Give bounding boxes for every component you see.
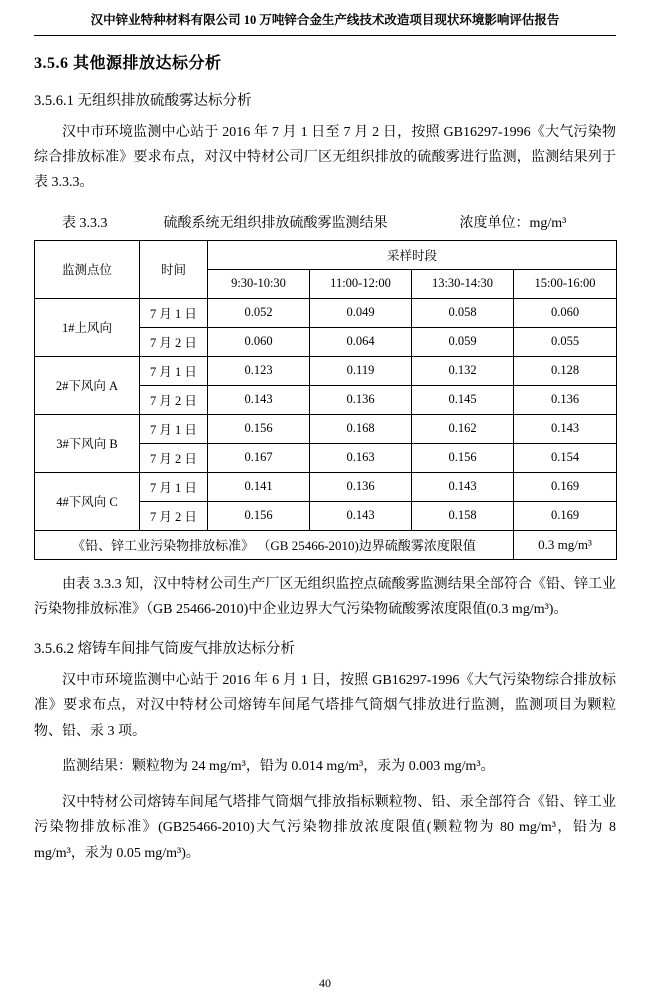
row-point-3: 3#下风向 B [35,414,140,472]
subsection-heading-2: 3.5.6.2 熔铸车间排气筒废气排放达标分析 [34,640,295,657]
row-value: 0.119 [310,356,412,385]
paragraph-sub2-3: 汉中特材公司熔铸车间尾气塔排气筒烟气排放指标颗粒物、铅、汞全部符合《铅、锌工业污染物排放标准》(GB25466-2010)大气污染物排放浓度限值(颗粒物为 80 mg/m³，铅为 8 mg/m³，汞为 0.05 mg/m³)。 [34,794,616,861]
row-value: 0.064 [310,327,412,356]
table-title: 硫酸系统无组织排放硫酸雾监测结果 [163,215,388,231]
limit-value: 0.3 mg/m³ [514,530,617,559]
row-value: 0.156 [208,414,310,443]
row-date: 7 月 1 日 [140,356,208,385]
monitoring-results-table [34,240,617,560]
row-value: 0.158 [412,501,514,530]
table-header-row-1 [35,240,617,269]
row-date: 7 月 1 日 [140,414,208,443]
row-value: 0.169 [514,472,617,501]
row-point-4: 4#下风向 C [35,472,140,530]
limit-label: 《铅、锌工业污染物排放标准》 （GB 25466-2010)边界硫酸雾浓度限值 [35,530,514,559]
row-value: 0.143 [208,385,310,414]
table-number: 表 3.3.3 [62,215,108,231]
row-value: 0.168 [310,414,412,443]
row-date: 7 月 2 日 [140,327,208,356]
row-value: 0.136 [310,472,412,501]
paragraph-sub2-2: 监测结果：颗粒物为 24 mg/m³，铅为 0.014 mg/m³，汞为 0.003 mg/m³。 [62,759,495,775]
row-value: 0.123 [208,356,310,385]
table-caption [34,212,616,232]
row-value: 0.052 [208,298,310,327]
row-value: 0.055 [514,327,617,356]
section-heading: 3.5.6 其他源排放达标分析 [34,54,222,72]
header-period-2: 11:00-12:00 [310,269,412,298]
page-header: 汉中锌业特种材料有限公司 10 万吨锌合金生产线技术改造项目现状环境影响评估报告 [90,13,560,27]
header-period-3: 13:30-14:30 [412,269,514,298]
row-value: 0.156 [412,443,514,472]
row-value: 0.143 [412,472,514,501]
row-value: 0.143 [310,501,412,530]
row-value: 0.136 [514,385,617,414]
page-number: 40 [319,976,331,990]
row-value: 0.156 [208,501,310,530]
row-value: 0.162 [412,414,514,443]
row-value: 0.059 [412,327,514,356]
row-date: 7 月 2 日 [140,501,208,530]
table-row [35,356,617,385]
row-point-1: 1#上风向 [35,298,140,356]
table-row [35,414,617,443]
paragraph-sub2-1: 汉中市环境监测中心站于 2016 年 6 月 1 日，按照 GB16297-1996《大气污染物综合排放标准》要求布点，对汉中特材公司熔铸车间尾气塔排气筒烟气排放进行监测，监测项目为颗粒物、铅、汞 3 项。 [34,672,616,739]
table-row [35,472,617,501]
row-value: 0.143 [514,414,617,443]
table-row [35,298,617,327]
row-value: 0.132 [412,356,514,385]
row-point-2: 2#下风向 A [35,356,140,414]
row-value: 0.128 [514,356,617,385]
row-value: 0.060 [514,298,617,327]
row-value: 0.167 [208,443,310,472]
paragraph-after-table: 由表 3.3.3 知，汉中特材公司生产厂区无组织监控点硫酸雾监测结果全部符合《铅、锌工业污染物排放标准》（GB 25466-2010)中企业边界大气污染物硫酸雾浓度限值(0.3 mg/m³)。 [34,576,616,618]
row-value: 0.145 [412,385,514,414]
table-unit: 浓度单位：mg/m³ [459,215,567,231]
row-value: 0.136 [310,385,412,414]
row-value: 0.060 [208,327,310,356]
row-value: 0.169 [514,501,617,530]
table-limit-row [35,530,617,559]
subsection-heading-1: 3.5.6.1 无组织排放硫酸雾达标分析 [34,92,252,109]
paragraph-sub1: 汉中市环境监测中心站于 2016 年 7 月 1 日至 7 月 2 日，按照 GB16297-1996《大气污染物综合排放标准》要求布点，对汉中特材公司厂区无组织排放的硫酸雾进行监测，监测结果列于表 3.3.3。 [34,124,616,191]
header-period-4: 15:00-16:00 [514,269,617,298]
row-value: 0.163 [310,443,412,472]
row-value: 0.154 [514,443,617,472]
row-value: 0.141 [208,472,310,501]
row-value: 0.058 [412,298,514,327]
row-date: 7 月 2 日 [140,443,208,472]
header-sampling-period: 采样时段 [208,240,617,269]
row-value: 0.049 [310,298,412,327]
header-time: 时间 [140,240,208,298]
header-period-1: 9:30-10:30 [208,269,310,298]
header-divider [34,35,616,36]
header-point: 监测点位 [35,240,140,298]
row-date: 7 月 1 日 [140,472,208,501]
row-date: 7 月 2 日 [140,385,208,414]
row-date: 7 月 1 日 [140,298,208,327]
